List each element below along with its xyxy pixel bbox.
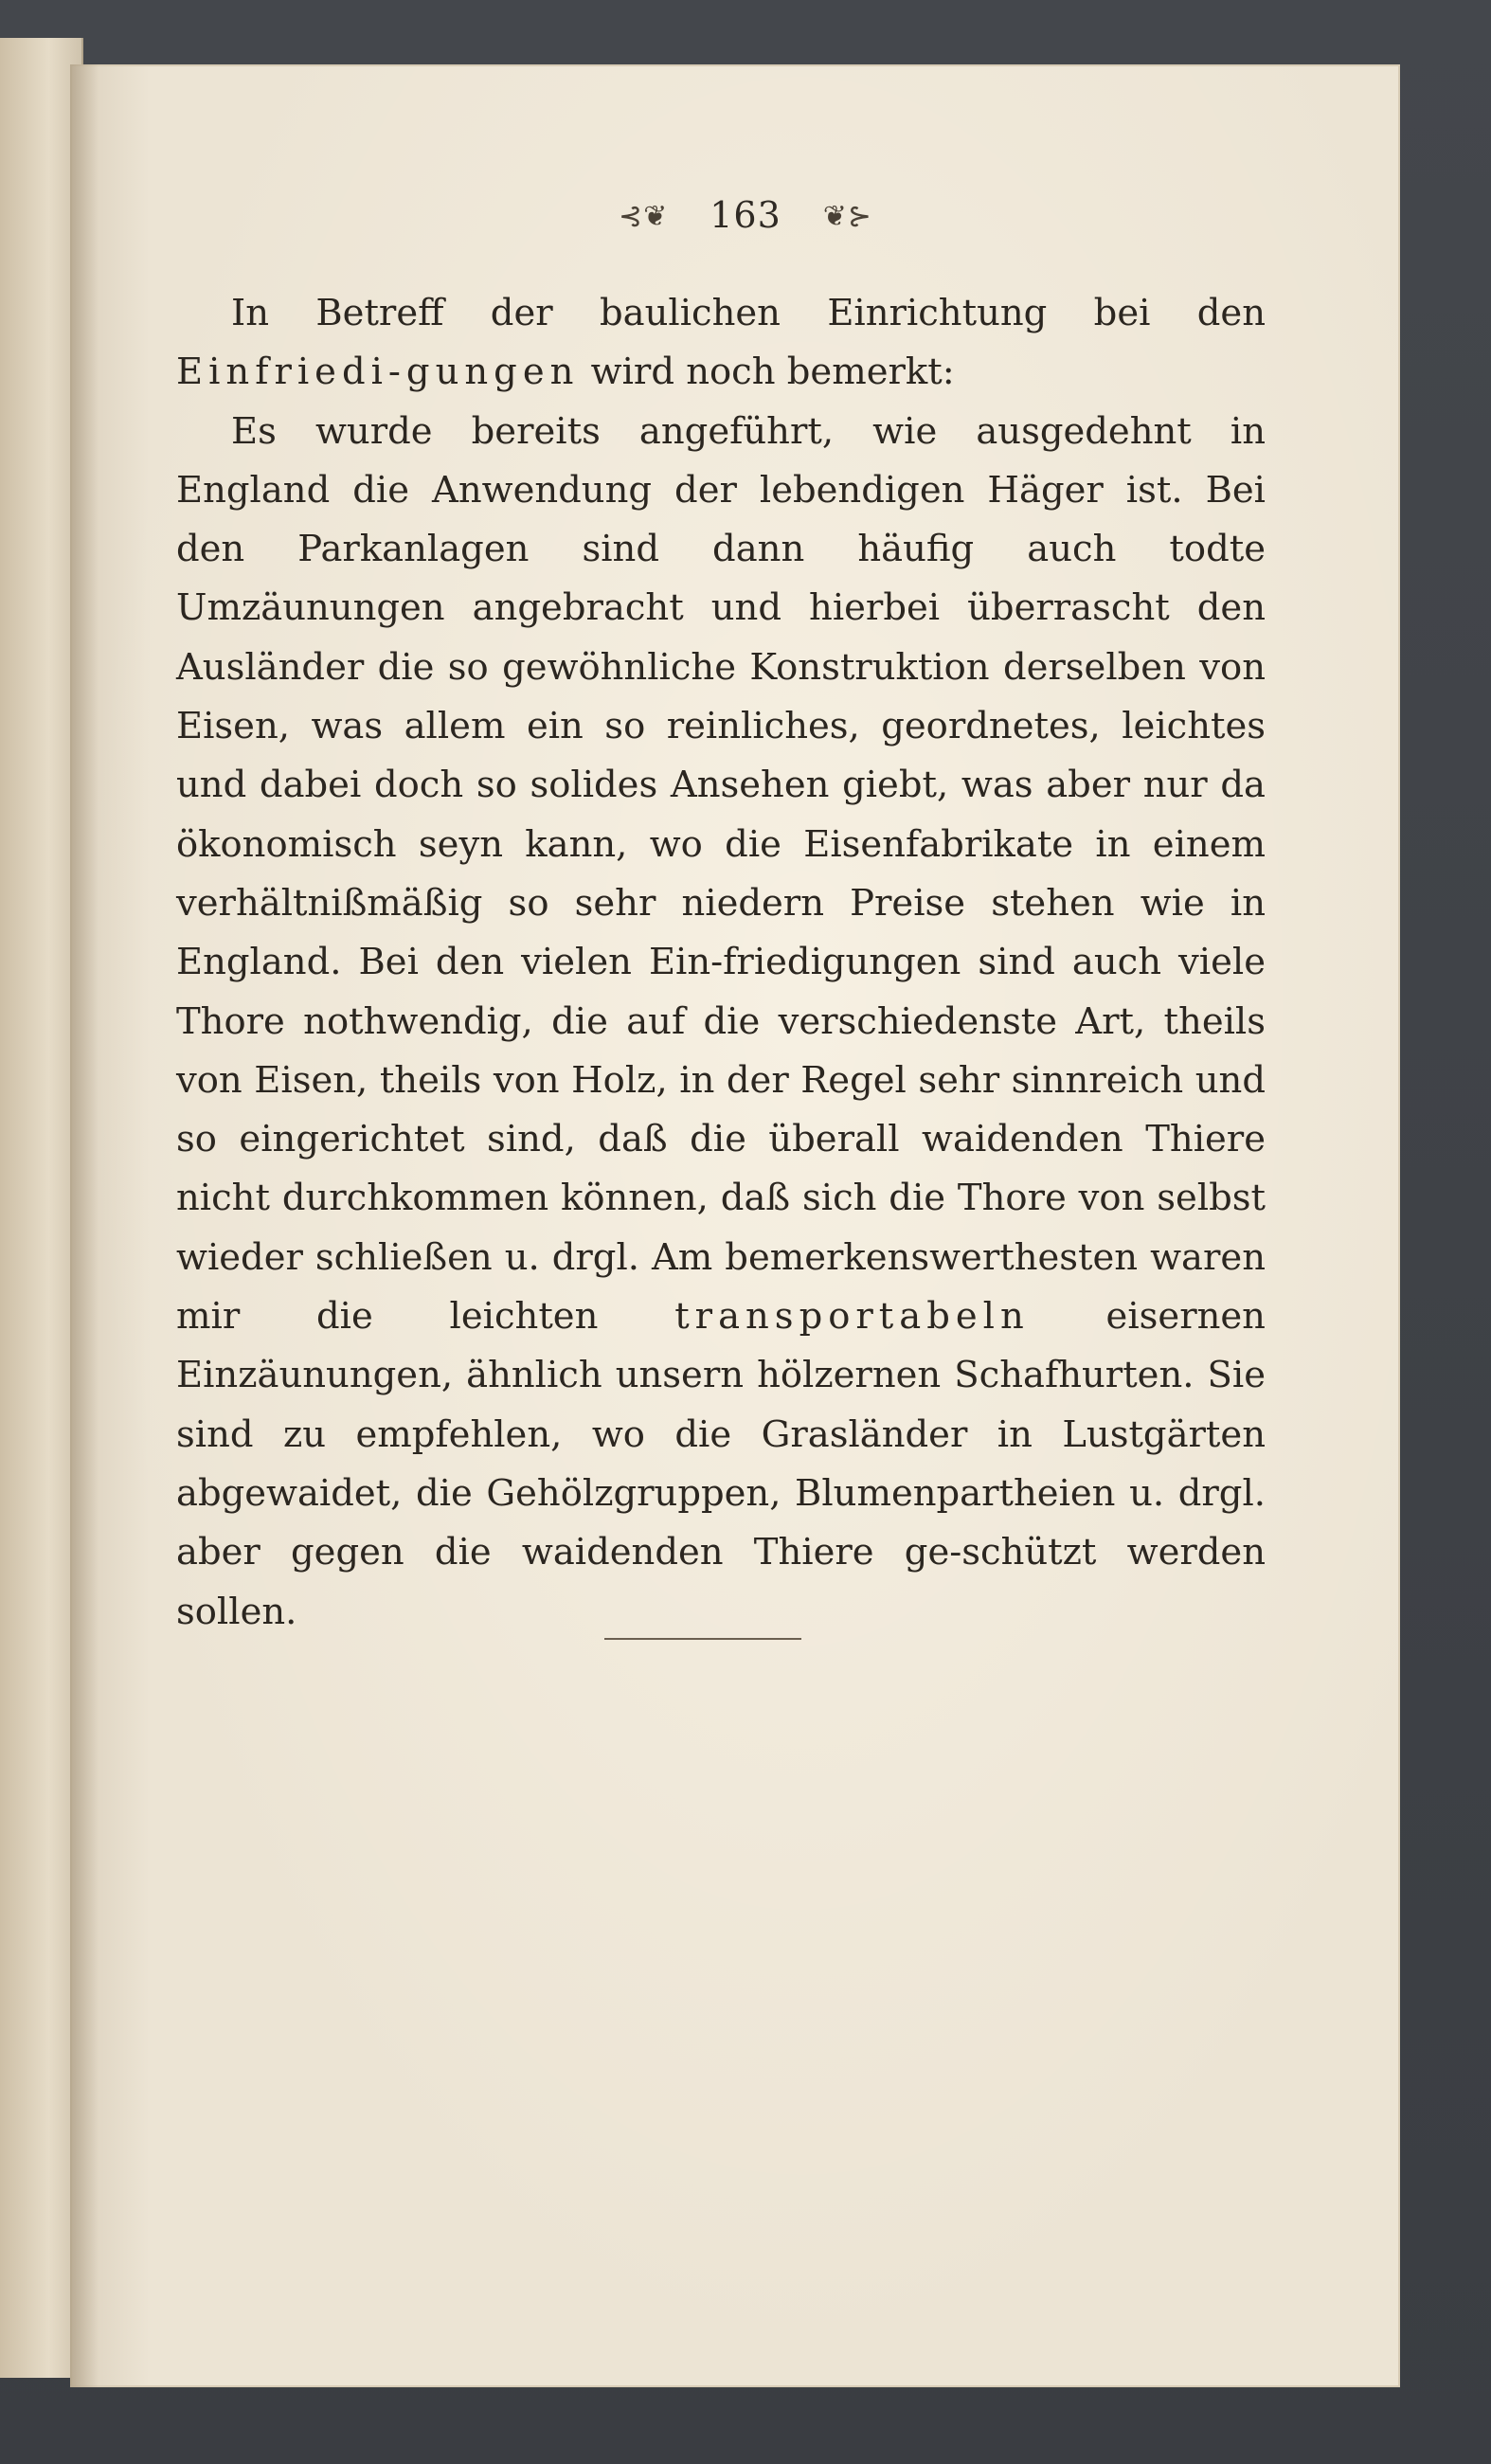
section-end-rule [604,1638,801,1640]
paragraph-1-tail: wird noch bemerkt: [579,351,955,394]
paragraph-2-part2: eisernen Einzäunungen, ähnlich unsern hölzernen Schafhurten. Sie sind zu empfehlen, wo die Grasländer in Lustgärten abgewaidet, die Gehölzgruppen, Blumenpartheien u. drgl. aber gegen die waidenden Thiere ge-schützt werden sollen. [176,1295,1266,1633]
paragraph-2 [176,403,1266,1642]
page-number: 163 [710,194,781,236]
paragraph-2-part1: Es wurde bereits angeführt, wie ausgedehnt in England die Anwendung der lebendigen Häger ist. Bei den Parkanlagen sind dann häufig auch todte Umzäunungen angebracht und hierbei überrascht den Ausländer die so gewöhnliche Konstruktion derselben von Eisen, was allem ein so reinliches, geordnetes, leichtes und dabei doch so solides Ansehen giebt, was aber nur da ökonomisch seyn kann, wo die Eisenfabrikate in einem verhältnißmäßig so sehr niedern Preise stehen wie in England. Bei den vielen Ein-friedigungen sind auch viele Thore nothwendig, die auf die verschiedenste Art, theils von Eisen, theils von Holz, in der Regel sehr sinnreich und so eingerichtet sind, daß die überall waidenden Thiere nicht durchkommen können, daß sich die Thore von selbst wieder schließen u. drgl. Am bemerkenswerthesten waren mir die leichten [176,409,1266,1339]
ornament-right-icon: ❦⊱ [822,200,873,233]
paragraph-1-lead: In Betreff der baulichen Einrichtung bei den [231,292,1266,334]
ornament-left-icon: ⊰❦ [618,200,669,233]
gutter-shadow [70,64,99,2387]
paragraph-1 [176,284,1266,403]
paragraph-2-spaced-term: transportabeln [674,1295,1030,1339]
page-header [0,194,1491,236]
paragraph-1-spaced-term: Einfriedi-gungen [176,351,580,394]
page-body [176,284,1266,1642]
